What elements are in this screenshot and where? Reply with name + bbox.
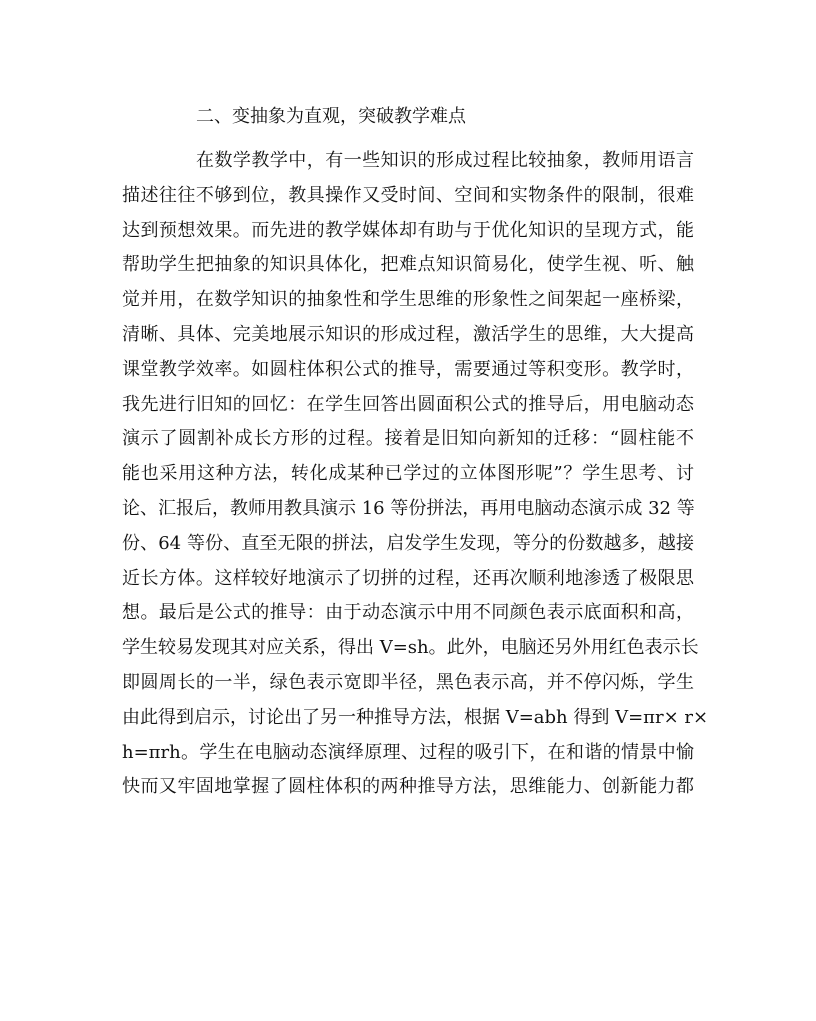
paragraph-line: 达到预想效果。而先进的教学媒体却有助与于优化知识的呈现方式，能	[122, 219, 694, 241]
paragraph-line: 快而又牢固地掌握了圆柱体积的两种推导方法，思维能力、创新能力都	[122, 776, 694, 798]
paragraph-line: 份、64 等份、直至无限的拼法，启发学生发现，等分的份数越多，越接	[122, 532, 694, 554]
section-heading: 二、变抽象为直观，突破教学难点	[196, 106, 466, 127]
paragraph-line: 论、汇报后，教师用教具演示 16 等份拼法，再用电脑动态演示成 32 等	[122, 497, 695, 519]
paragraph-line: 我先进行旧知的回忆：在学生回答出圆面积公式的推导后，用电脑动态	[122, 393, 694, 415]
paragraph-line: 近长方体。这样较好地演示了切拼的过程，还再次顺利地渗透了极限思	[122, 567, 694, 589]
paragraph-line: 觉并用，在数学知识的抽象性和学生思维的形象性之间架起一座桥梁，	[122, 289, 694, 311]
paragraph-line: 能也采用这种方法，转化成某种已学过的立体图形呢”？学生思考、讨	[122, 463, 694, 485]
paragraph-line: 帮助学生把抽象的知识具体化，把难点知识简易化，使学生视、听、触	[122, 254, 694, 276]
paragraph-line: 想。最后是公式的推导：由于动态演示中用不同颜色表示底面积和高，	[122, 602, 694, 624]
paragraph-line: 演示了圆割补成长方形的过程。接着是旧知向新知的迁移：“圆柱能不	[122, 428, 694, 450]
paragraph-line: 由此得到启示，讨论出了另一种推导方法，根据 V=abh 得到 V=πr× r×	[122, 706, 709, 728]
paragraph-line: 在数学教学中，有一些知识的形成过程比较抽象，教师用语言	[196, 150, 694, 171]
paragraph-line: 清晰、具体、完美地展示知识的形成过程，激活学生的思维，大大提高	[122, 323, 694, 345]
paragraph-line: 即圆周长的一半，绿色表示宽即半径，黑色表示高，并不停闪烁，学生	[122, 671, 694, 693]
body-paragraph	[122, 144, 709, 805]
paragraph-line: 学生较易发现其对应关系，得出 V=sh。此外，电脑还另外用红色表示长	[122, 637, 699, 659]
paragraph-line: h=πrh。学生在电脑动态演绎原理、过程的吸引下，在和谐的情景中愉	[122, 741, 694, 763]
paragraph-line: 课堂教学效率。如圆柱体积公式的推导，需要通过等积变形。教学时，	[122, 358, 694, 380]
paragraph-line: 描述往往不够到位，教具操作又受时间、空间和实物条件的限制，很难	[122, 184, 694, 206]
